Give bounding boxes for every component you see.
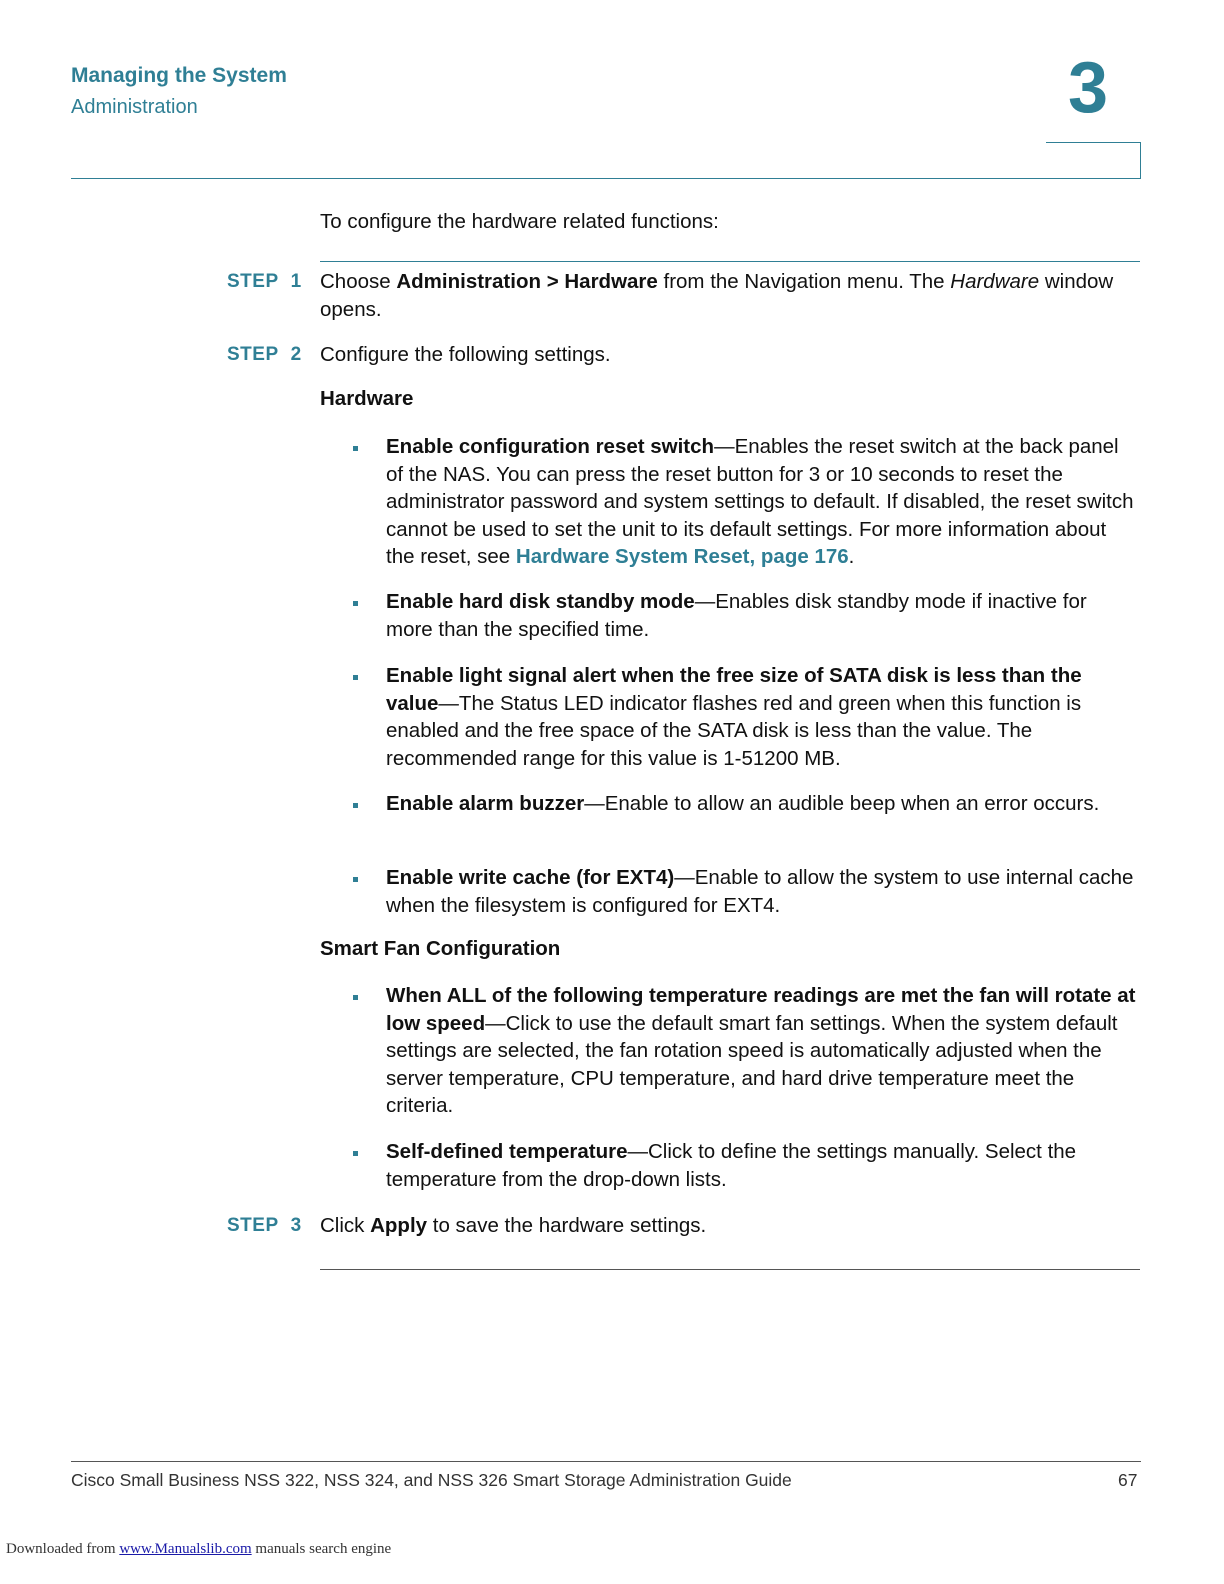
step-number: 3 [290,1215,302,1236]
window-name: Hardware [950,270,1040,293]
item-desc: —Enable to allow the system to use internal cache when the filesystem is configured for EXT4. [386,866,1134,917]
bullet-icon [353,446,358,451]
bullet-icon [353,675,358,680]
hardware-item-write-cache [386,864,1138,919]
text-run: from the Navigation menu. The [657,270,951,293]
item-desc: —The Status LED indicator flashes red and green when this function is enabled and the free space of the SATA disk is less than the value. The recommended range for this value is 1-51200 MB. [386,691,1082,770]
chapter-number: 3 [1068,48,1109,128]
step-word: STEP [227,1215,279,1236]
text-run: Choose [320,270,397,293]
step-2-label [227,344,302,366]
download-suffix: manuals search engine [251,1541,392,1557]
item-desc: —Click to use the default smart fan settings. When the system default settings are selected, the fan rotation speed is automatically adjusted when the server temperature, CPU temperature, and hard drive temperature meet the criteria. [386,1011,1118,1117]
chapter-tab-box [1046,142,1141,178]
download-prefix: Downloaded from [6,1541,120,1557]
cross-reference-link[interactable]: Hardware System Reset, page 176 [515,545,849,568]
fan-heading: Smart Fan Configuration [320,937,561,960]
section-title: Managing the System [71,64,287,87]
step-3-label [227,1215,302,1237]
step-number: 2 [290,344,302,365]
procedure-top-divider [320,261,1140,262]
procedure-bottom-divider [320,1269,1140,1270]
item-term: Enable configuration reset switch [386,435,715,458]
footer-title: Cisco Small Business NSS 322, NSS 324, and NSS 326 Smart Storage Administration Guide [71,1470,792,1490]
item-term: Enable light signal alert when the free size of SATA disk is less than the value [386,664,1082,715]
text-run: window opens. [320,270,1114,321]
step-1-text [320,268,1140,323]
item-term: Enable hard disk standby mode [386,590,695,613]
intro-text: To configure the hardware related functions: [320,210,719,233]
text-run: Click [320,1214,371,1237]
bullet-icon [353,601,358,606]
text-run: to save the hardware settings. [427,1214,707,1237]
item-term: Enable write cache (for EXT4) [386,866,675,889]
item-desc: —Enable to allow an audible beep when an error occurs. [584,792,1100,815]
item-desc: —Click to define the settings manually. Select the temperature from the drop-down lists. [386,1140,1077,1191]
hardware-item-alarm-buzzer [386,790,1138,818]
fan-item-default [386,982,1138,1120]
hardware-heading: Hardware [320,387,414,410]
hardware-item-light-alert [386,662,1138,772]
apply-term: Apply [370,1214,428,1237]
hardware-item-standby [386,588,1138,643]
footer-divider [71,1461,1141,1462]
item-term: Enable alarm buzzer [386,792,585,815]
download-notice [6,1541,391,1558]
menu-path: Administration > Hardware [396,270,658,293]
item-desc: —Enables the reset switch at the back panel of the NAS. You can press the reset button for 3 or 10 seconds to reset the administrator password and system settings to default. If disabled, the reset switch cannot be used to set the unit to its default settings. For more information about the reset, see [386,435,1134,568]
bullet-icon [353,995,358,1000]
hardware-item-reset-switch [386,433,1138,571]
step-word: STEP [227,344,279,365]
page-number: 67 [1118,1470,1138,1490]
item-term: When ALL of the following temperature readings are met the fan will rotate at low speed [386,984,1136,1035]
bullet-icon [353,877,358,882]
bullet-icon [353,803,358,808]
item-desc: —Enables disk standby mode if inactive for more than the specified time. [386,590,1087,641]
step-word: STEP [227,271,279,292]
manualslib-link[interactable]: www.Manualslib.com [119,1541,252,1557]
step-3-text [320,1212,1140,1240]
header-divider [71,178,1141,179]
step-1-label [227,271,302,293]
item-tail: . [848,545,855,568]
subsection-title: Administration [71,96,198,118]
item-term: Self-defined temperature [386,1140,628,1163]
bullet-icon [353,1151,358,1156]
fan-item-self-defined [386,1138,1138,1193]
step-number: 1 [290,271,302,292]
step-2-text: Configure the following settings. [320,343,611,366]
